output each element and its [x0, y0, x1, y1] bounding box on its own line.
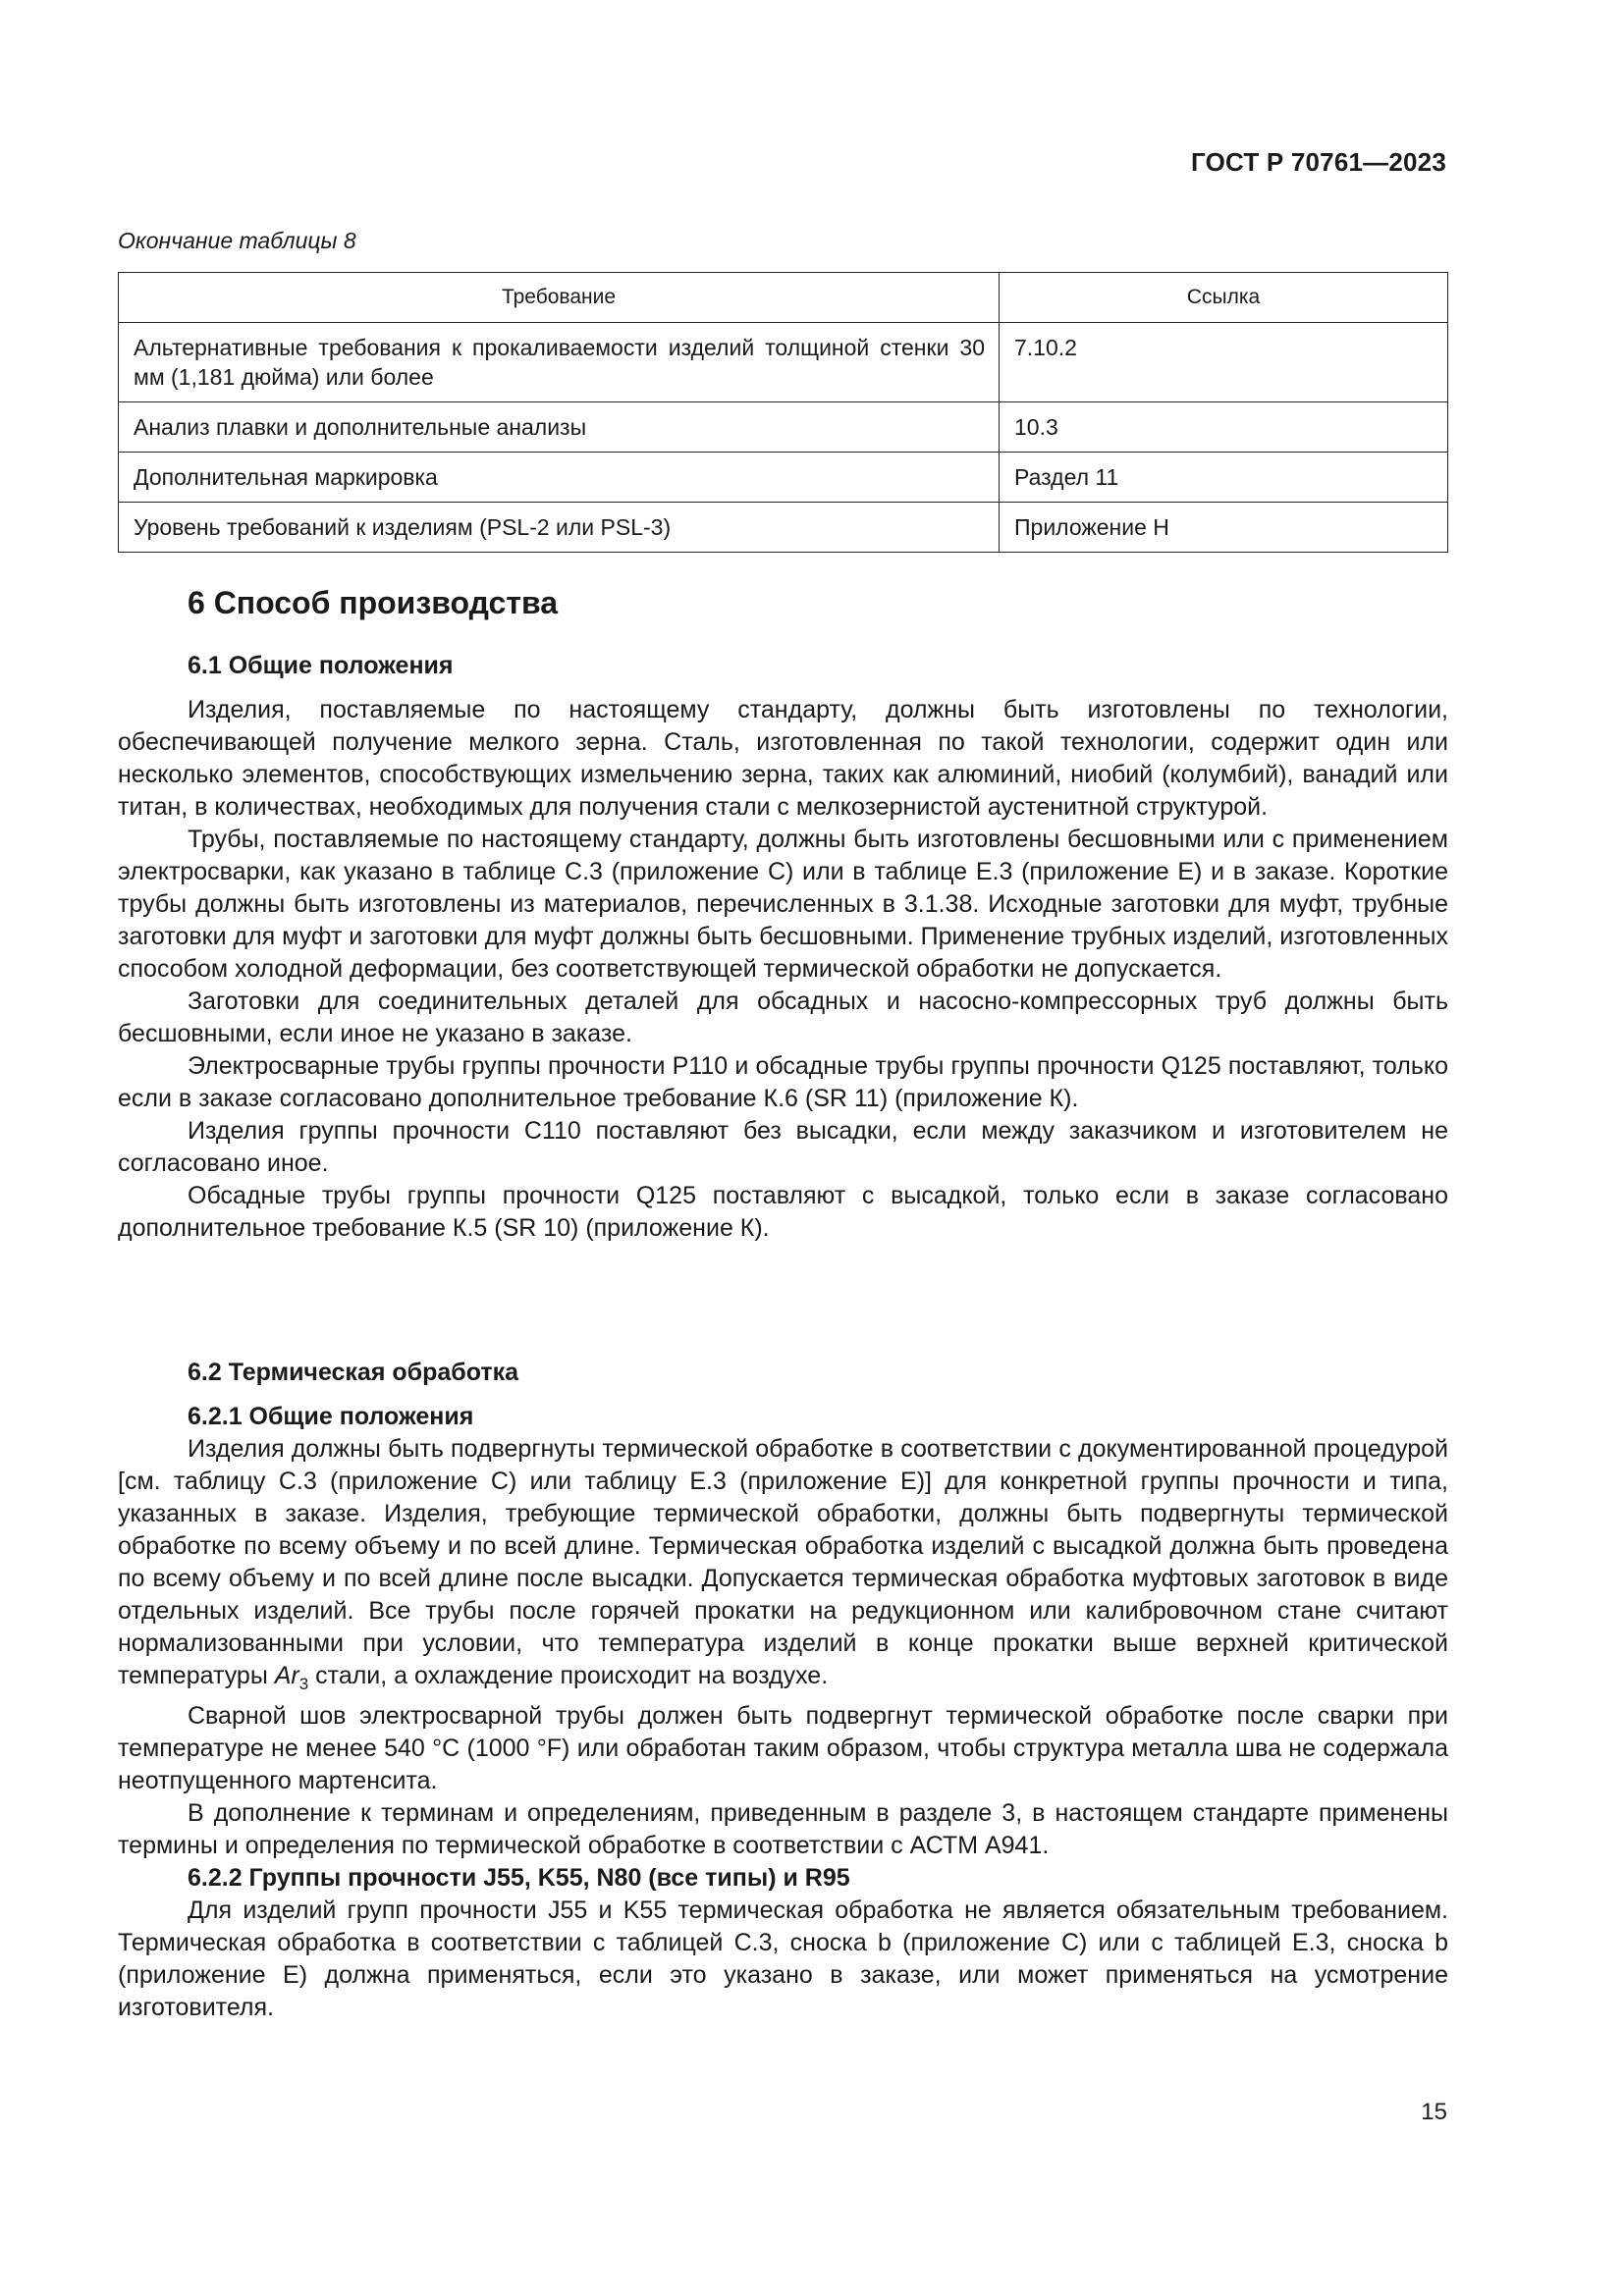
paragraph: Обсадные трубы группы прочности Q125 поставляют с высадкой, только если в заказе согласовано дополнительное требование К.5 (SR 10) (приложение К).: [118, 1182, 1448, 1242]
section-6-2-2-heading: 6.2.2 Группы прочности J55, K55, N80 (все типы) и R95: [188, 1864, 850, 1892]
requirements-table: [118, 272, 1448, 553]
column-header-requirement: Требование: [119, 273, 1000, 323]
reference-cell: Раздел 11: [1000, 453, 1448, 503]
paragraph: Для изделий групп прочности J55 и K55 термическая обработка не является обязательным требованием. Термическая обработка в соответствии с таблицей С.3, сноска b (приложение С) или с таблицей Е.3, сноска b (приложение Е) должна применяться, если это указано в заказе, или может применяться на усмотрение изготовителя.: [118, 1896, 1448, 2021]
section-6-2-heading: 6.2 Термическая обработка: [188, 1359, 519, 1386]
paragraph-text: Изделия должны быть подвергнуты термической обработке в соответствии с документированной процедурой [см. таблицу С.3 (приложение С) или таблицу Е.3 (приложение Е)] для конкретной группы прочности и типа, указанных в заказе. Изделия, требующие термической обработки, должны быть подвергнуты термической обработке по всему объему и по всей длине. Термическая обработка изделий с высадкой должна быть проведена по всему объему и по всей длине после высадки. Допускается термическая обработка муфтовых заготовок в виде отдельных изделий. Все трубы после горячей прокатки на редукционном или калибровочном стане считают нормализованными при условии, что температура изделий в конце прокатки выше верхней критической температуры: [118, 1435, 1448, 1689]
table-row: [119, 503, 1448, 553]
paragraph: Изделия, поставляемые по настоящему стандарту, должны быть изготовлены по технологии, обеспечивающей получение мелкого зерна. Сталь, изготовленная по такой технологии, содержит один или несколько элементов, способствующих измельчению зерна, таких как алюминий, ниобий (колумбий), ванадий или титан, в количествах, необходимых для получения стали с мелкозернистой аустенитной структурой.: [118, 696, 1448, 821]
document-id: ГОСТ Р 70761—2023: [1191, 147, 1446, 177]
reference-cell: 7.10.2: [1000, 323, 1448, 402]
table-row: [119, 402, 1448, 453]
ar3-subscript: 3: [298, 1675, 309, 1693]
section-6-2: [118, 1357, 1448, 2024]
reference-cell: 10.3: [1000, 402, 1448, 453]
paragraph: Электросварные трубы группы прочности Р110 и обсадные трубы группы прочности Q125 поставляют, только если в заказе согласовано дополнительное требование К.6 (SR 11) (приложение К).: [118, 1052, 1448, 1112]
paragraph-text: стали, а охлаждение происходит на воздухе.: [308, 1662, 829, 1689]
column-header-reference: Ссылка: [1000, 273, 1448, 323]
table-header-row: [119, 273, 1448, 323]
reference-cell: Приложение H: [1000, 503, 1448, 553]
table-row: [119, 323, 1448, 402]
requirement-cell: Анализ плавки и дополнительные анализы: [119, 402, 1000, 453]
paragraph: Изделия группы прочности С110 поставляют без высадки, если между заказчиком и изготовителем не согласовано иное.: [118, 1117, 1448, 1177]
section-6-1-heading: 6.1 Общие положения: [188, 652, 454, 679]
ar3-symbol: Ar: [274, 1662, 299, 1689]
requirement-cell: Альтернативные требования к прокаливаемости изделий толщиной стенки 30 мм (1,181 дюйма) или более: [119, 323, 1000, 402]
section-6-2-1-heading: 6.2.1 Общие положения: [188, 1403, 474, 1430]
paragraph: В дополнение к терминам и определениям, приведенным в разделе 3, в настоящем стандарте применены термины и определения по термической обработке в соответствии с АСТМ А941.: [118, 1799, 1448, 1859]
table-caption: Окончание таблицы 8: [118, 228, 356, 253]
requirement-cell: Дополнительная маркировка: [119, 453, 1000, 503]
section-6-1: [118, 650, 1448, 1245]
page-number: 15: [1421, 2099, 1447, 2125]
requirement-cell: Уровень требований к изделиям (PSL-2 или PSL-3): [119, 503, 1000, 553]
paragraph: Трубы, поставляемые по настоящему стандарту, должны быть изготовлены бесшовными или с применением электросварки, как указано в таблице С.3 (приложение С) или в таблице Е.3 (приложение Е) и в заказе. Короткие трубы должны быть изготовлены из материалов, перечисленных в 3.1.38. Исходные заготовки для муфт, трубные заготовки для муфт и заготовки для муфт должны быть бесшовными. Применение трубных изделий, изготовленных способом холодной деформации, без соответствующей термической обработки не допускается.: [118, 826, 1448, 983]
paragraph: Заготовки для соединительных деталей для обсадных и насосно-компрессорных труб должны быть бесшовными, если иное не указано в заказе.: [118, 988, 1448, 1047]
table-row: [119, 453, 1448, 503]
paragraph: [118, 1433, 1448, 1700]
section-6-heading: 6 Способ производства: [188, 585, 559, 620]
paragraph: Сварной шов электросварной трубы должен быть подвергнут термической обработке после сварки при температуре не менее 540 °C (1000 °F) или обработан таким образом, чтобы структура металла шва не содержала неотпущенного мартенсита.: [118, 1702, 1448, 1794]
